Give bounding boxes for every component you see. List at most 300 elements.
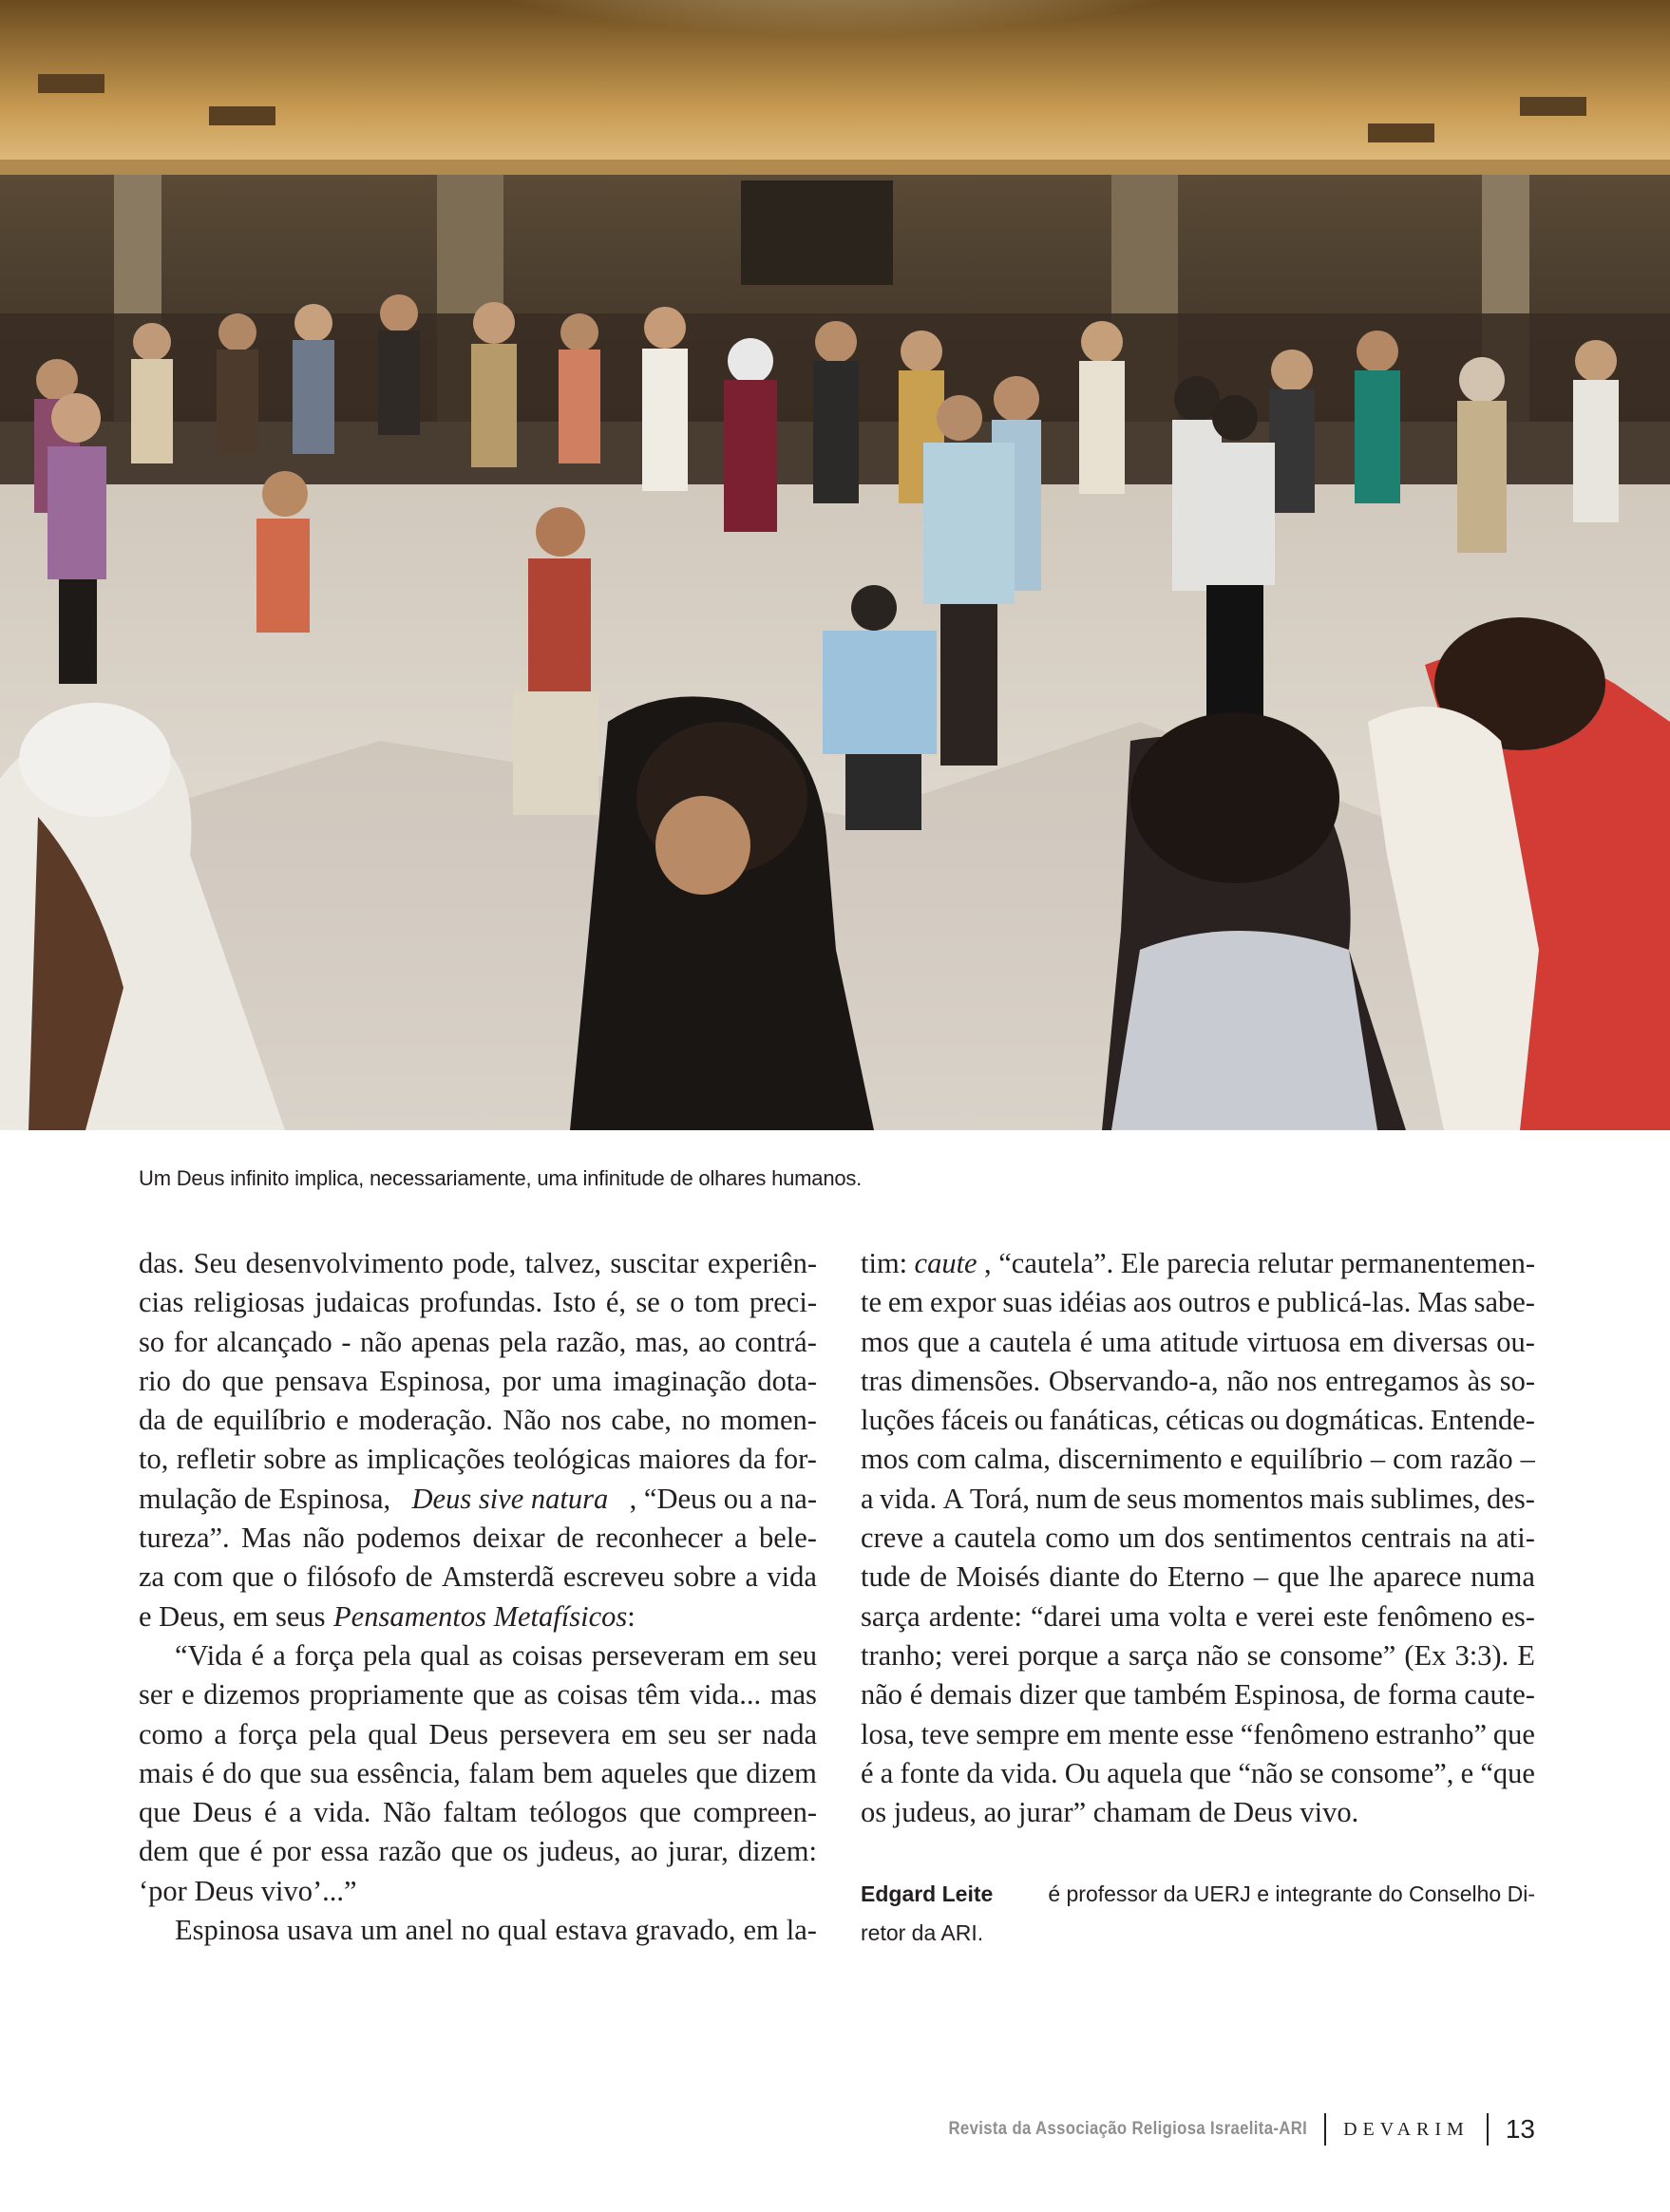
word: verei: [951, 1638, 1010, 1672]
word: razão: [378, 1835, 442, 1868]
word: Mas: [240, 1522, 292, 1555]
word: sempre: [976, 1717, 1060, 1750]
word: des-: [1487, 1482, 1535, 1515]
word: “fenômeno: [1240, 1717, 1370, 1750]
word: volta: [1168, 1599, 1227, 1633]
word: implicações: [366, 1443, 505, 1476]
word: preci-: [749, 1286, 817, 1319]
word: bem: [542, 1756, 593, 1789]
word: profundas.: [419, 1286, 543, 1319]
word: equilíbrio: [213, 1404, 327, 1437]
word: sobre: [263, 1443, 327, 1476]
magazine-name: DEVARIM: [1343, 2118, 1470, 2140]
word: cautela: [989, 1325, 1072, 1358]
word: ati-: [1496, 1522, 1535, 1555]
publication-name: Revista da Associação Religiosa Israelita-ARI: [948, 2119, 1308, 2139]
word: não: [302, 1522, 345, 1555]
word: a: [967, 1325, 981, 1358]
text-line: [139, 1480, 817, 1519]
photo-caption: Um Deus infinito implica, necessariamente, uma infinitude de olhares humanos.: [139, 1166, 863, 1190]
word: a: [861, 1482, 874, 1515]
latin-phrase: Deus sive natura: [411, 1482, 609, 1515]
word: sentimentos: [1213, 1522, 1353, 1555]
word: idéias: [1058, 1286, 1127, 1319]
word: a: [880, 1756, 894, 1789]
word: equilíbrio: [1250, 1443, 1363, 1476]
word: qual: [497, 1914, 548, 1947]
word: dizer: [1018, 1678, 1077, 1711]
word: é: [201, 1756, 215, 1789]
text-line: [861, 1675, 1535, 1714]
word: za: [139, 1560, 165, 1594]
word: das.: [139, 1247, 185, 1279]
word: têm: [636, 1678, 681, 1711]
word: tras: [861, 1364, 903, 1397]
word: -: [341, 1325, 351, 1358]
word: força: [294, 1638, 354, 1672]
word: “que: [1480, 1756, 1535, 1789]
word: do: [181, 1364, 212, 1397]
word: não: [861, 1678, 903, 1711]
word: e: [335, 1404, 350, 1437]
word: to,: [139, 1443, 169, 1476]
word: uma: [551, 1364, 602, 1397]
word: faltam: [443, 1796, 518, 1829]
word: teológicas: [513, 1443, 631, 1476]
text-line: [139, 1244, 817, 1283]
word: ardente:: [928, 1599, 1022, 1633]
word: estava: [555, 1914, 628, 1947]
text-line: [139, 1440, 817, 1479]
word: as: [334, 1443, 359, 1476]
text-segment: tim:: [861, 1247, 908, 1279]
word: que: [1189, 1756, 1232, 1789]
word: é: [263, 1796, 277, 1829]
word: entregamos: [1325, 1364, 1459, 1397]
word: te: [861, 1286, 882, 1319]
footer-divider: [1324, 2113, 1326, 2146]
word: ser: [717, 1717, 751, 1750]
word: teólogos: [528, 1796, 628, 1829]
word: Isto: [552, 1286, 597, 1319]
bio-text: é professor da UERJ e integrante do Conselho Di-: [1041, 1881, 1535, 1906]
word: pela: [308, 1717, 357, 1750]
word: esse: [1185, 1717, 1234, 1750]
word: “não: [1238, 1756, 1293, 1789]
page-number: 13: [1505, 2114, 1535, 2144]
quote-line: [139, 1793, 817, 1832]
word: que: [695, 1756, 738, 1789]
word: tranho;: [861, 1638, 943, 1672]
word: pode,: [452, 1247, 517, 1279]
word: vida: [767, 1560, 817, 1594]
word: reconhecer: [596, 1522, 723, 1555]
text-line: os judeus, ao jurar” chamam de Deus vivo.: [861, 1796, 1359, 1829]
word: Eterno: [1167, 1560, 1245, 1594]
word: expor: [930, 1286, 996, 1319]
word: do: [222, 1756, 252, 1789]
word: ao: [698, 1325, 726, 1358]
word: que: [917, 1325, 959, 1358]
word: Espinosa: [175, 1914, 280, 1947]
word: é: [861, 1756, 874, 1789]
word: mas: [769, 1678, 817, 1711]
word: mais: [1309, 1482, 1365, 1515]
word: o: [282, 1560, 298, 1594]
word: e: [1229, 1443, 1243, 1476]
word: como: [139, 1717, 203, 1750]
word: lhe: [1328, 1560, 1364, 1594]
word: a: [932, 1522, 945, 1555]
word: “darei: [1030, 1599, 1102, 1633]
word: não: [1196, 1638, 1239, 1672]
bio-line: retor da ARI.: [861, 1920, 984, 1945]
word: de: [1353, 1678, 1381, 1711]
word: e: [181, 1678, 195, 1711]
article-column-left: [139, 1244, 817, 1950]
author-name: Edgard Leite: [861, 1881, 994, 1906]
word: pela: [499, 1325, 548, 1358]
word: vida.: [879, 1482, 938, 1515]
text-line: [861, 1636, 1535, 1675]
word: –: [1520, 1443, 1535, 1476]
word: Mas: [1417, 1286, 1468, 1319]
word: dem: [139, 1835, 189, 1868]
word: numa: [1471, 1560, 1535, 1594]
word: de: [1092, 1482, 1121, 1515]
word: aparece: [1373, 1560, 1462, 1594]
word: diante: [1049, 1560, 1120, 1594]
word: que: [232, 1560, 275, 1594]
word: Deus: [428, 1717, 489, 1750]
word: é: [251, 1638, 264, 1672]
word: no: [681, 1404, 711, 1437]
word: que: [221, 1364, 264, 1397]
word: jurar,: [667, 1835, 729, 1868]
word: a: [273, 1638, 286, 1672]
word: que: [259, 1756, 302, 1789]
text-line: [139, 1362, 817, 1401]
word: verei: [1256, 1599, 1315, 1633]
word: losa,: [861, 1717, 915, 1750]
quote-line: [139, 1754, 817, 1793]
word: Entende-: [1430, 1404, 1535, 1437]
word: dizemos: [203, 1678, 300, 1711]
article-column-right: [861, 1244, 1535, 1832]
word: aos: [1132, 1286, 1172, 1319]
word: em: [1349, 1325, 1385, 1358]
word: num: [1035, 1482, 1088, 1515]
word: às: [1467, 1364, 1491, 1397]
word: sarça: [1128, 1638, 1188, 1672]
word: diversas: [1393, 1325, 1489, 1358]
text-segment: e Deus, em seus: [139, 1599, 326, 1633]
word: la-: [786, 1914, 817, 1947]
text-line: [861, 1323, 1535, 1362]
word: calma,: [974, 1443, 1051, 1476]
word: momen-: [720, 1404, 817, 1437]
word: seu: [667, 1717, 707, 1750]
page-footer: [900, 2110, 1535, 2148]
word: por: [502, 1364, 541, 1397]
word: força: [237, 1717, 298, 1750]
word: da: [966, 1756, 995, 1789]
word: aquela: [1107, 1756, 1183, 1789]
word: A: [942, 1482, 964, 1515]
word: que: [450, 1835, 493, 1868]
quote-line: ‘por Deus vivo’...”: [139, 1874, 357, 1907]
word: essa: [320, 1835, 370, 1868]
word: cabe,: [611, 1404, 672, 1437]
word: que: [638, 1796, 681, 1829]
word: não: [360, 1325, 403, 1358]
word: que: [472, 1678, 515, 1711]
word: demais: [929, 1678, 1013, 1711]
word: ou: [1014, 1404, 1044, 1437]
word: é,: [605, 1286, 626, 1319]
word: de: [557, 1522, 584, 1555]
word: vida...: [689, 1678, 762, 1711]
word: coisas: [557, 1678, 628, 1711]
word: que: [139, 1796, 181, 1829]
word: um: [360, 1914, 398, 1947]
word: as: [479, 1638, 503, 1672]
text-segment: :: [627, 1599, 636, 1633]
word: so-: [1499, 1364, 1535, 1397]
word: persevera: [499, 1717, 611, 1750]
word: pela: [363, 1638, 411, 1672]
word: qual: [368, 1717, 418, 1750]
word: e: [1235, 1599, 1248, 1633]
word: talvez,: [524, 1247, 602, 1279]
text-line: [139, 1401, 817, 1440]
text-line: [861, 1519, 1535, 1558]
word: judaicas: [314, 1286, 410, 1319]
word: rio: [139, 1364, 171, 1397]
word: perseveram: [591, 1638, 726, 1672]
word: creve: [861, 1522, 924, 1555]
word: tom: [693, 1286, 740, 1319]
word: que: [198, 1835, 240, 1868]
word: a: [1107, 1638, 1120, 1672]
word: falam: [468, 1756, 535, 1789]
word: uma: [1101, 1325, 1151, 1358]
word: contrá-: [734, 1325, 817, 1358]
word: se: [1300, 1756, 1324, 1789]
word: nos: [560, 1404, 601, 1437]
word: mos: [861, 1325, 909, 1358]
text-line: [861, 1715, 1535, 1754]
word: se: [1246, 1638, 1272, 1672]
word: coisas: [511, 1638, 583, 1672]
text-line: [139, 1558, 817, 1597]
word: uma: [1110, 1599, 1161, 1633]
word: discernimento: [1057, 1443, 1223, 1476]
word: seus: [1127, 1482, 1177, 1515]
word: aqueles: [600, 1756, 689, 1789]
word: judeus,: [538, 1835, 621, 1868]
word: como: [1045, 1522, 1110, 1555]
word: a: [734, 1522, 748, 1555]
word: so: [139, 1325, 165, 1358]
word: qual: [420, 1638, 470, 1672]
quote-line: [139, 1832, 817, 1871]
word: Deus: [192, 1796, 253, 1829]
book-title: Pensamentos Metafísicos: [333, 1599, 628, 1633]
word: Não: [383, 1796, 431, 1829]
word: dota-: [757, 1364, 817, 1397]
text-line: [861, 1283, 1535, 1322]
word: se: [636, 1286, 660, 1319]
text-line: [861, 1598, 1535, 1636]
word: alcançado: [216, 1325, 332, 1358]
word: 3:3).: [1454, 1638, 1509, 1672]
word: ou-: [1496, 1325, 1535, 1358]
word: outros: [1178, 1286, 1251, 1319]
word: sabe-: [1473, 1286, 1535, 1319]
word: propriamente: [309, 1678, 465, 1711]
word: compreen-: [693, 1796, 817, 1829]
quote-line: [139, 1675, 817, 1714]
word: –: [1253, 1560, 1269, 1594]
word: momentos: [1183, 1482, 1304, 1515]
word: for: [173, 1325, 208, 1358]
word: cias: [139, 1286, 184, 1319]
word: a: [289, 1796, 302, 1829]
word: dimensões.: [910, 1364, 1041, 1397]
word: sublimes,: [1370, 1482, 1481, 1515]
word: virtuosa: [1246, 1325, 1341, 1358]
word: que: [1492, 1717, 1535, 1750]
word: não: [1226, 1364, 1269, 1397]
word: filósofo: [306, 1560, 397, 1594]
word: essência,: [356, 1756, 461, 1789]
word: da: [738, 1443, 767, 1476]
word: ou: [1250, 1404, 1280, 1437]
word: o: [670, 1286, 685, 1319]
word: é: [909, 1678, 923, 1711]
text-line: [861, 1754, 1535, 1793]
word: porque: [1017, 1638, 1099, 1672]
word: usava: [287, 1914, 353, 1947]
word: os: [503, 1835, 529, 1868]
word: no: [461, 1914, 490, 1947]
word: é: [249, 1835, 263, 1868]
word: e: [1257, 1286, 1271, 1319]
text-line: [861, 1558, 1535, 1597]
word: “Vida: [175, 1638, 242, 1672]
word: experiên-: [707, 1247, 817, 1279]
word: um: [1118, 1522, 1156, 1555]
word: dizem: [746, 1756, 817, 1789]
word: céticas: [1165, 1404, 1244, 1437]
word: dizem:: [737, 1835, 817, 1868]
word: (Ex: [1404, 1638, 1447, 1672]
word: fáceis: [940, 1404, 1009, 1437]
word: do: [1129, 1560, 1159, 1594]
word: tude: [861, 1560, 911, 1594]
word: desenvolvimento: [245, 1247, 445, 1279]
word: Observando-a,: [1048, 1364, 1219, 1397]
word: teve: [920, 1717, 970, 1750]
word: que: [1084, 1678, 1127, 1711]
word: podemos: [356, 1522, 462, 1555]
word: nada: [762, 1717, 817, 1750]
text-line: [861, 1401, 1535, 1440]
word: Amsterdã: [441, 1560, 555, 1594]
word: ser: [139, 1678, 173, 1711]
word: suas: [1002, 1286, 1053, 1319]
word: fonte: [900, 1756, 960, 1789]
word: por: [272, 1835, 312, 1868]
word: da: [139, 1404, 166, 1437]
latin-word: caute: [914, 1247, 977, 1279]
text-line: [861, 1244, 1535, 1283]
word: apenas: [410, 1325, 490, 1358]
word: escreveu: [562, 1560, 665, 1594]
text-segment: , “cautela”. Ele parecia relutar permanentemen-: [984, 1247, 1535, 1279]
word: na: [1460, 1522, 1488, 1555]
word: imaginação: [613, 1364, 747, 1397]
word: atitude: [1159, 1325, 1239, 1358]
text-segment: , “Deus ou a na-: [629, 1482, 817, 1515]
word: mas,: [635, 1325, 690, 1358]
word: bele-: [758, 1522, 817, 1555]
text-segment: mulação de Espinosa,: [139, 1482, 391, 1515]
word: gravado,: [635, 1914, 736, 1947]
word: de: [176, 1404, 204, 1437]
word: que: [1277, 1560, 1319, 1594]
word: estranho”: [1376, 1717, 1487, 1750]
word: –: [1370, 1443, 1386, 1476]
text-line: [139, 1598, 817, 1636]
word: cautela: [954, 1522, 1036, 1555]
word: Moisés: [956, 1560, 1040, 1594]
word: em: [733, 1638, 769, 1672]
word: mos: [861, 1443, 909, 1476]
word: ao: [630, 1835, 658, 1868]
word: com: [173, 1560, 223, 1594]
word: forma: [1387, 1678, 1457, 1711]
word: este: [1322, 1599, 1369, 1633]
word: seu: [778, 1638, 817, 1672]
word: Espinosa,: [1234, 1678, 1346, 1711]
word: caute-: [1464, 1678, 1535, 1711]
word: fenômeno: [1376, 1599, 1493, 1633]
word: consome”: [1280, 1638, 1396, 1672]
word: for-: [773, 1443, 817, 1476]
word: luções: [861, 1404, 935, 1437]
word: fanáticas,: [1049, 1404, 1160, 1437]
word: consome”,: [1330, 1756, 1454, 1789]
word: vida.: [313, 1796, 371, 1829]
word: razão: [1450, 1443, 1513, 1476]
word: a: [214, 1717, 227, 1750]
word: mais: [139, 1756, 194, 1789]
word: em: [1066, 1717, 1102, 1750]
word: razão,: [556, 1325, 627, 1358]
word: tureza”.: [139, 1522, 230, 1555]
word: em: [887, 1286, 924, 1319]
word: sobre: [673, 1560, 737, 1594]
word: e: [1460, 1756, 1474, 1789]
word: sarça: [861, 1599, 920, 1633]
word: dos: [1164, 1522, 1205, 1555]
word: es-: [1501, 1599, 1535, 1633]
word: anel: [405, 1914, 454, 1947]
word: centrais: [1360, 1522, 1452, 1555]
word: Ou: [1064, 1756, 1101, 1789]
